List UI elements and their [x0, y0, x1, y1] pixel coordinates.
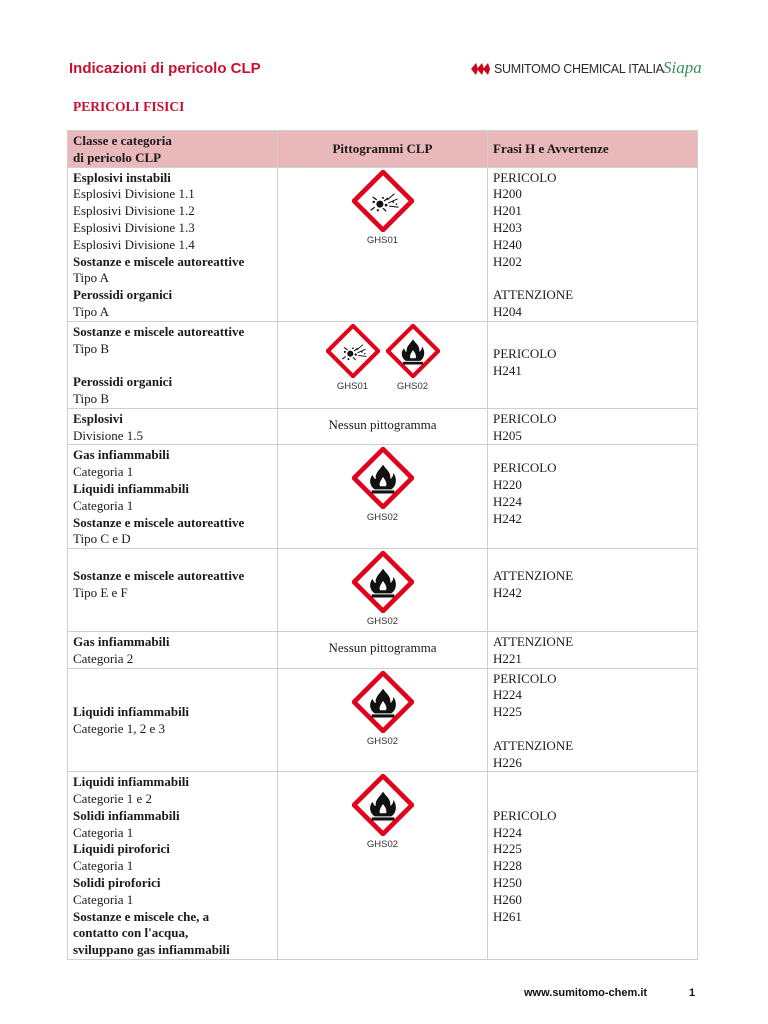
signal-word [493, 721, 692, 738]
siapa-logo: Siapa [663, 58, 702, 77]
signal-word: ATTENZIONE [493, 737, 574, 753]
h-code: H204 [493, 303, 522, 319]
hazard-class-cell [68, 549, 278, 632]
hazard-category: Tipo A [73, 303, 110, 319]
pictogram-cell [278, 408, 488, 445]
document-title: Indicazioni di pericolo CLP [69, 60, 261, 77]
h-code: H205 [493, 427, 522, 443]
table-row [68, 631, 698, 668]
pictogram-cell [278, 668, 488, 772]
exploding-bomb-pictogram [352, 170, 414, 250]
hazard-category [73, 687, 272, 704]
h-code: H225 [493, 704, 522, 720]
h-code: H220 [493, 477, 522, 493]
hazard-category: Categoria 1 [73, 824, 134, 840]
h-code: H228 [493, 858, 522, 874]
table-row [68, 549, 698, 632]
hazard-category [73, 671, 272, 688]
signal-word: PERICOLO [493, 169, 557, 185]
signal-word: PERICOLO [493, 807, 557, 823]
h-code: H250 [493, 875, 522, 891]
hazard-class-name: Sostanze e miscele autoreattive [73, 253, 245, 269]
signal-word: PERICOLO [493, 460, 557, 476]
hazard-class-name: Perossidi organici [73, 287, 173, 303]
hazard-class-name: Esplosivi instabili [73, 169, 171, 185]
no-pictogram-text: Nessun pittogramma [328, 639, 437, 655]
hazard-class-cell [68, 408, 278, 445]
sumitomo-logo [470, 62, 664, 76]
h-code: H242 [493, 510, 522, 526]
hazard-class-name: Liquidi infiammabili [73, 480, 189, 496]
header-class-category [68, 131, 278, 168]
h-code: H226 [493, 754, 522, 770]
pictogram-cell [278, 631, 488, 668]
pictogram-code: GHS02 [366, 839, 399, 851]
signal-word: PERICOLO [493, 345, 557, 361]
hazard-class-cell [68, 445, 278, 549]
pictogram-group [352, 170, 414, 250]
pictogram-cell [278, 167, 488, 321]
hazard-category: Categorie 1, 2 e 3 [73, 720, 166, 736]
header-h-statements: Frasi H e Avvertenze [488, 131, 698, 168]
table-header-row [68, 131, 698, 168]
table-row [68, 445, 698, 549]
h-statements-cell [488, 445, 698, 549]
logos-area [458, 45, 732, 105]
hazard-category: Tipo C e D [73, 531, 131, 547]
signal-word [493, 270, 692, 287]
pictogram-group [352, 551, 414, 631]
hazard-class-name: Sostanze e miscele che, a [73, 908, 210, 924]
hazard-class-name: Sostanze e miscele autoreattive [73, 323, 245, 339]
table-row [68, 772, 698, 960]
header-class-line1: Classe e categoria [73, 133, 172, 148]
hazard-category: Tipo E e F [73, 584, 128, 600]
h-code: H225 [493, 841, 522, 857]
hazard-class-name: contatto con l'acqua, [73, 925, 189, 941]
signal-word: PERICOLO [493, 410, 557, 426]
exploding-bomb-icon [326, 324, 380, 378]
sumitomo-mark-icon [470, 62, 490, 76]
h-statements-cell [488, 408, 698, 445]
footer-url: www.sumitomo-chem.it [524, 987, 648, 999]
signal-word [493, 551, 692, 568]
signal-word: PERICOLO [493, 670, 557, 686]
h-code: H242 [493, 584, 522, 600]
h-code: H260 [493, 891, 522, 907]
h-code: H240 [493, 236, 522, 252]
hazard-category: Esplosivi Divisione 1.4 [73, 236, 195, 252]
h-code: H201 [493, 203, 522, 219]
pictogram-cell [278, 321, 488, 408]
pictogram-group [352, 774, 414, 854]
no-pictogram-text: Nessun pittogramma [328, 416, 437, 432]
table-row [68, 408, 698, 445]
flame-pictogram [386, 324, 440, 396]
hazard-class-name: Solidi infiammabili [73, 807, 180, 823]
hazard-category: Esplosivi Divisione 1.3 [73, 219, 195, 235]
h-code: H202 [493, 253, 522, 269]
flame-pictogram [352, 671, 414, 751]
h-code: H224 [493, 687, 522, 703]
flame-pictogram [352, 551, 414, 631]
hazard-class-name: Liquidi infiammabili [73, 704, 189, 720]
page-number: 1 [689, 987, 696, 999]
section-title: PERICOLI FISICI [73, 99, 185, 114]
flame-icon [386, 324, 440, 378]
hazard-class-cell [68, 668, 278, 772]
flame-icon [352, 671, 414, 733]
signal-word: ATTENZIONE [493, 287, 574, 303]
flame-icon [352, 551, 414, 613]
flame-pictogram [352, 447, 414, 527]
h-code: H203 [493, 219, 522, 235]
signal-word: ATTENZIONE [493, 567, 574, 583]
pictogram-code: GHS02 [366, 616, 399, 628]
h-code: H221 [493, 650, 522, 666]
hazard-class-cell [68, 321, 278, 408]
pictogram-code: GHS01 [336, 380, 369, 392]
hazard-class-name: Liquidi piroforici [73, 841, 170, 857]
h-statements-cell [488, 167, 698, 321]
hazard-category: Categoria 2 [73, 650, 134, 666]
pictogram-cell [278, 445, 488, 549]
hazard-class-cell [68, 772, 278, 960]
pictogram-group [352, 447, 414, 527]
h-statements-cell [488, 631, 698, 668]
signal-word: ATTENZIONE [493, 633, 574, 649]
pictogram-cell [278, 549, 488, 632]
h-code: H261 [493, 908, 522, 924]
hazard-category: Categoria 1 [73, 497, 134, 513]
h-code: H200 [493, 186, 522, 202]
hazard-class-name: Gas infiammabili [73, 447, 170, 463]
hazard-category: Categoria 1 [73, 464, 134, 480]
hazard-class-name: Sostanze e miscele autoreattive [73, 567, 245, 583]
hazard-class-name: sviluppano gas infiammabili [73, 942, 230, 958]
h-statements-cell [488, 668, 698, 772]
hazard-category [73, 551, 272, 568]
signal-word [493, 774, 692, 791]
pictogram-group [326, 324, 440, 396]
pictogram-code: GHS02 [366, 512, 399, 524]
flame-icon [352, 774, 414, 836]
hazard-category: Categoria 1 [73, 858, 134, 874]
pictogram-code: GHS02 [366, 735, 399, 747]
hazard-category: Categoria 1 [73, 891, 134, 907]
pictogram-group [352, 671, 414, 751]
flame-icon [352, 447, 414, 509]
hazard-table [67, 130, 698, 960]
h-code: H224 [493, 824, 522, 840]
hazard-category: Esplosivi Divisione 1.2 [73, 203, 195, 219]
flame-pictogram [352, 774, 414, 854]
pictogram-code: GHS02 [396, 380, 429, 392]
h-code: H241 [493, 362, 522, 378]
hazard-class-cell [68, 631, 278, 668]
sumitomo-logo-text: SUMITOMO CHEMICAL ITALIA [494, 62, 664, 76]
hazard-category: Divisione 1.5 [73, 427, 144, 443]
table-body [68, 167, 698, 959]
pictogram-code: GHS01 [366, 234, 399, 246]
h-statements-cell [488, 772, 698, 960]
table-row [68, 167, 698, 321]
h-code: H224 [493, 493, 522, 509]
hazard-class-name: Solidi piroforici [73, 875, 161, 891]
exploding-bomb-icon [352, 170, 414, 232]
pictogram-cell [278, 772, 488, 960]
table-row [68, 668, 698, 772]
hazard-class-cell [68, 167, 278, 321]
hazard-class-name: Liquidi infiammabili [73, 774, 189, 790]
hazard-category: Categorie 1 e 2 [73, 791, 153, 807]
hazard-category: Esplosivi Divisione 1.1 [73, 186, 195, 202]
hazard-category: Tipo B [73, 340, 110, 356]
hazard-class-name: Gas infiammabili [73, 633, 170, 649]
table-row [68, 321, 698, 408]
hazard-class-name: Esplosivi [73, 410, 123, 426]
hazard-category [73, 357, 272, 374]
h-statements-cell [488, 321, 698, 408]
header-class-line2: di pericolo CLP [73, 149, 162, 165]
hazard-class-name: Sostanze e miscele autoreattive [73, 514, 245, 530]
h-statements-cell [488, 549, 698, 632]
header-pictograms: Pittogrammi CLP [278, 131, 488, 168]
hazard-class-name: Perossidi organici [73, 374, 173, 390]
exploding-bomb-pictogram [326, 324, 380, 396]
hazard-category: Tipo B [73, 390, 110, 406]
signal-word [493, 791, 692, 808]
hazard-category: Tipo A [73, 270, 110, 286]
